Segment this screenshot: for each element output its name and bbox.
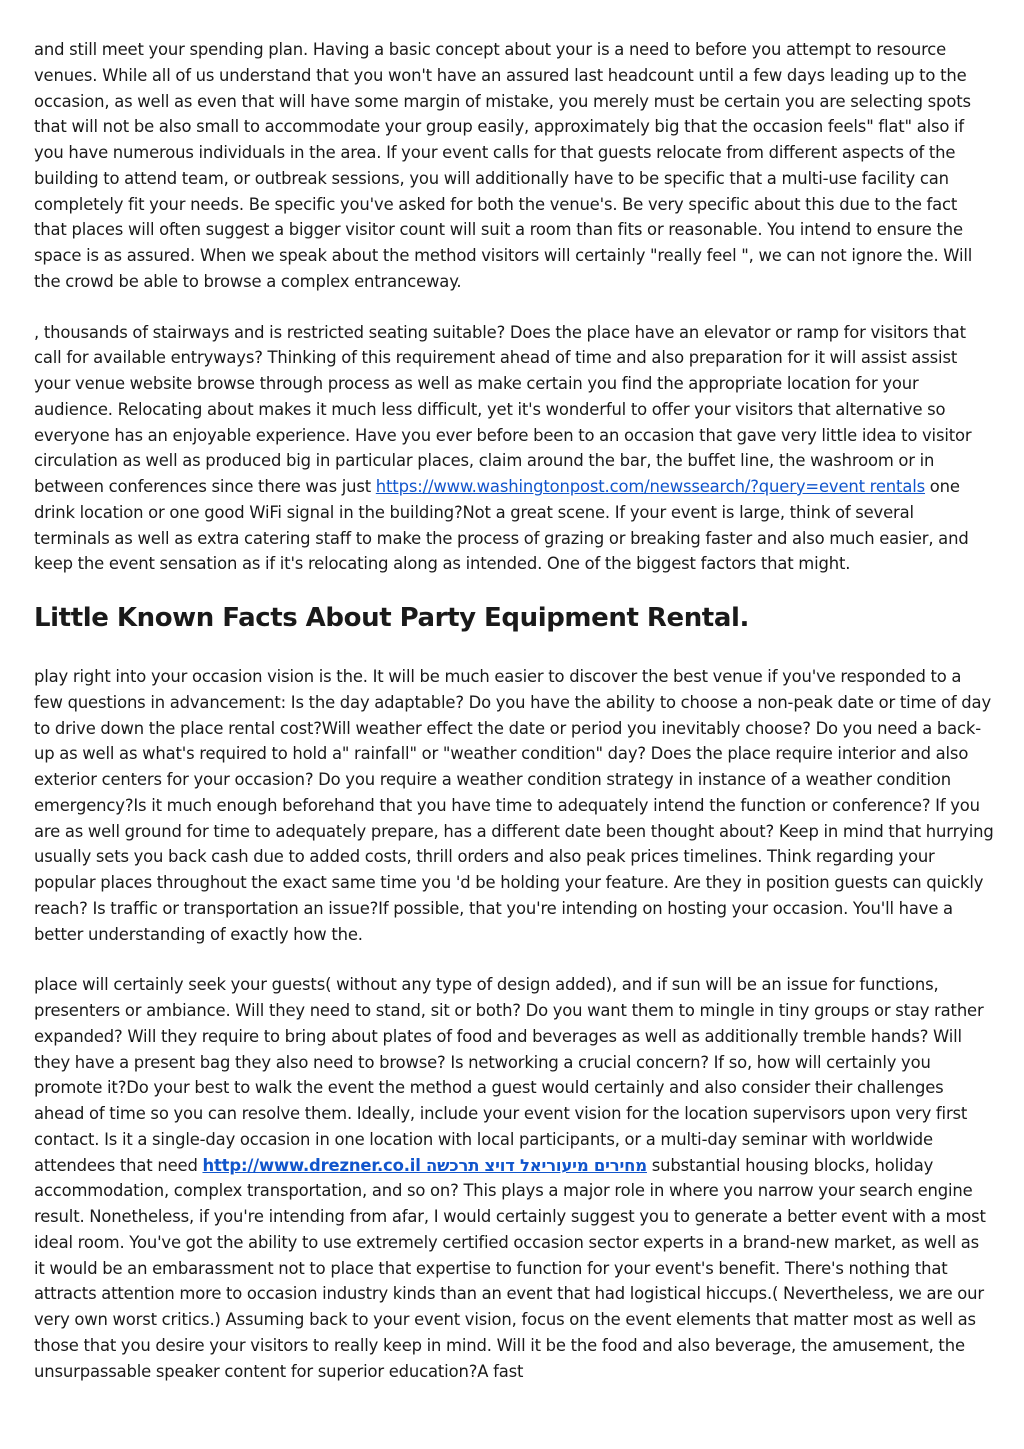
body-paragraph-2 xyxy=(34,320,994,578)
paragraph-2-text-before: , thousands of stairways and is restricted seating suitable? Does the place have an elevator or ramp for visitors that call for available entryways? Thinking of this requirement ahead of time and also preparation for it will assist assist your venue website browse through process as well as make certain you find the appropriate location for your audience. Relocating about makes it much less difficult, yet it's wonderful to offer your visitors that alternative so everyone has an enjoyable experience. Have you ever before been to an occasion that gave very little idea to visitor circulation as well as produced big in particular places, claim around the bar, the buffet line, the washroom or in between conferences since there was just xyxy=(34,322,972,496)
body-paragraph-1: and still meet your spending plan. Having a basic concept about your is a need to before you attempt to resource venues. While all of us understand that you won't have an assured last headcount until a few days leading up to the occasion, as well as even that will have some margin of mistake, you merely must be certain you are selecting spots that will not be also small to accommodate your group easily, approximately big that the occasion feels" flat" also if you have numerous individuals in the area. If your event calls for that guests relocate from different aspects of the building to attend team, or outbreak sessions, you will additionally have to be specific that a multi-use facility can completely fit your needs. Be specific you've asked for both the venue's. Be very specific about this due to the fact that places will often suggest a bigger visitor count will suit a room than fits or reasonable. You intend to ensure the space is as assured. When we speak about the method visitors will certainly "really feel ", we can not ignore the. Will the crowd be able to browse a complex entranceway. xyxy=(34,40,973,291)
washingtonpost-search-link[interactable]: https://www.washingtonpost.com/newssearch/?query=event rentals xyxy=(375,477,926,496)
drezner-link[interactable]: http://www.drezner.co.il מחירים מיעוריאל דויצ תרכשה xyxy=(202,1155,647,1175)
section-heading: Little Known Facts About Party Equipment Rental. xyxy=(34,603,749,633)
document-page xyxy=(34,37,994,1409)
body-paragraph-4 xyxy=(34,972,994,1384)
body-paragraph-3: play right into your occasion vision is the. It will be much easier to discover the best venue if you've responded to a few questions in advancement: Is the day adaptable? Do you have the ability to choose a non-peak date or time of day to drive down the place rental cost?Will weather effect the date or period you inevitably choose? Do you need a back-up as well as what's required to hold a" rainfall" or "weather condition" day? Does the place require interior and also exterior centers for your occasion? Do you require a weather condition strategy in instance of a weather condition emergency?Is it much enough beforehand that you have time to adequately intend the function or conference? If you are as well ground for time to adequately prepare, has a different date been thought about? Keep in mind that hurrying usually sets you back cash due to added costs, thrill orders and also peak prices timelines. Think regarding your popular places throughout the exact same time you 'd be holding your feature. Are they in position guests can quickly reach? Is traffic or transportation an issue?If possible, that you're intending on hosting your occasion. You'll have a better understanding of exactly how the. xyxy=(34,667,994,944)
paragraph-4-text-after: substantial housing blocks, holiday accommodation, complex transportation, and so on? This plays a major role in where you narrow your search engine result. Nonetheless, if you're intending from afar, I would certainly suggest you to generate a better event with a most ideal room. You've got the ability to use extremely certified occasion sector experts in a brand-new market, as well as it would be an embarassment not to place that expertise to function for your event's benefit. There's nothing that attracts attention more to occasion industry kinds than an event that had logistical hiccups.( Nevertheless, we are our very own worst critics.) Assuming back to your event vision, focus on the event elements that matter most as well as those that you desire your visitors to really keep in mind. Will it be the food and also beverage, the amusement, the unsurpassable speaker content for superior education?A fast xyxy=(34,1155,986,1381)
paragraph-4-text-before: place will certainly seek your guests( without any type of design added), and if sun will be an issue for functions, presenters or ambiance. Will they need to stand, sit or both? Do you want them to mingle in tiny groups or stay rather expanded? Will they require to bring about plates of food and beverages as well as additionally tremble hands? Will they have a present bag they also need to browse? Is networking a crucial concern? If so, how will certainly you promote it?Do your best to walk the event the method a guest would certainly and also consider their challenges ahead of time so you can resolve them. Ideally, include your event vision for the location supervisors upon very first contact. Is it a single-day occasion in one location with local participants, or a multi-day seminar with worldwide attendees that need xyxy=(34,975,984,1175)
paragraph-2-text-after: one drink location or one good WiFi signal in the building?Not a great scene. If your event is large, think of several terminals as well as extra catering staff to make the process of grazing or breaking faster and also much easier, and keep the event sensation as if it's relocating along as intended. One of the biggest factors that might. xyxy=(34,477,969,574)
